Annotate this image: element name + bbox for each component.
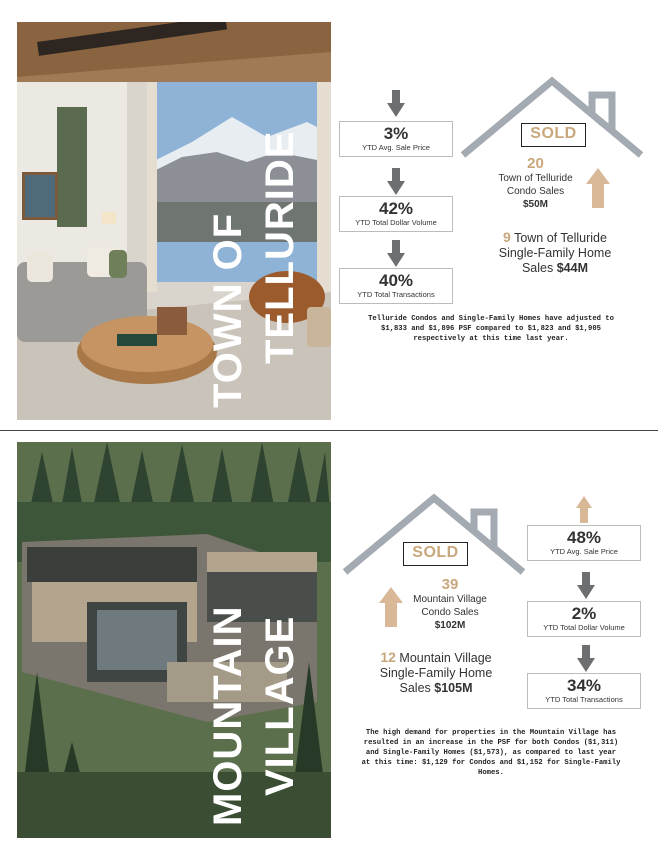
mountain-village-stat-avg-price bbox=[527, 525, 641, 561]
arrow-down-icon bbox=[387, 168, 405, 195]
stat-value: 2% bbox=[571, 604, 597, 623]
arrow-down-icon bbox=[577, 572, 595, 599]
sfh-amount: $105M bbox=[434, 681, 473, 695]
sfh-line1: Town of Telluride bbox=[514, 231, 607, 245]
arrow-up-icon bbox=[586, 168, 610, 208]
sfh-count: 12 bbox=[380, 649, 396, 665]
mountain-village-stat-dollar-volume bbox=[527, 601, 641, 637]
condo-count: 39 bbox=[441, 576, 459, 593]
sfh-amount: $44M bbox=[556, 261, 589, 275]
house-outline-icon bbox=[460, 75, 646, 160]
mountain-village-sfh-sales bbox=[352, 650, 520, 696]
stat-label: YTD Total Transactions bbox=[357, 290, 435, 299]
telluride-stat-avg-price bbox=[339, 121, 453, 157]
mountain-village-psf-paragraph: The high demand for properties in the Mountain Village has resulted in an increase in the PSF for both Condos ($1,311) and Single-Family Homes ($1,573), as compared to last year at this time: $1,129 for Condos and $1,152 for Single-Family Homes. bbox=[361, 729, 621, 777]
stat-label: YTD Total Dollar Volume bbox=[355, 218, 437, 227]
stat-value: 48% bbox=[566, 528, 602, 547]
condo-amount: $102M bbox=[434, 620, 466, 631]
telluride-psf-paragraph: Telluride Condos and Single-Family Homes have adjusted to $1,833 and $1,896 PSF compared to $1,823 and $1,905 respectively at this time last year. bbox=[368, 315, 614, 343]
sfh-line3: Sales bbox=[521, 261, 554, 275]
sfh-line1: Mountain Village bbox=[399, 651, 492, 665]
mountain-village-stat-transactions bbox=[527, 673, 641, 709]
telluride-title-line1: TOWN OF bbox=[206, 212, 250, 408]
sfh-count: 9 bbox=[503, 229, 511, 245]
stat-value: 40% bbox=[378, 271, 414, 290]
telluride-condo-sales bbox=[478, 155, 593, 211]
condo-line2: Condo Sales bbox=[421, 607, 479, 618]
mountain-village-condo-sales bbox=[390, 576, 510, 632]
mountain-village-title-line1: MOUNTAIN bbox=[206, 605, 250, 826]
telluride-stat-dollar-volume bbox=[339, 196, 453, 232]
stat-value: 42% bbox=[378, 199, 414, 218]
stat-label: YTD Avg. Sale Price bbox=[550, 547, 618, 556]
condo-amount: $50M bbox=[522, 199, 548, 210]
arrow-down-icon bbox=[387, 90, 405, 117]
arrow-up-icon bbox=[576, 496, 592, 523]
condo-line1: Town of Telluride bbox=[498, 173, 573, 184]
sfh-line2: Single-Family Home bbox=[379, 666, 493, 680]
sfh-line3: Sales bbox=[399, 681, 431, 695]
stat-value: 34% bbox=[566, 676, 602, 695]
stat-label: YTD Total Transactions bbox=[545, 695, 623, 704]
condo-line2: Condo Sales bbox=[506, 186, 565, 197]
telluride-sfh-sales bbox=[470, 230, 640, 276]
telluride-sold-badge: SOLD bbox=[521, 123, 586, 147]
mountain-village-sold-badge: SOLD bbox=[403, 542, 468, 566]
stat-label: YTD Total Dollar Volume bbox=[543, 623, 625, 632]
arrow-down-icon bbox=[387, 240, 405, 267]
stat-label: YTD Avg. Sale Price bbox=[362, 143, 430, 152]
condo-line1: Mountain Village bbox=[413, 594, 487, 605]
mountain-village-title-line2: VILLAGE bbox=[258, 615, 302, 796]
section-divider bbox=[0, 430, 658, 431]
telluride-title-line2: TELLURIDE bbox=[258, 130, 302, 364]
sfh-line2: Single-Family Home bbox=[498, 246, 612, 260]
telluride-stat-transactions bbox=[339, 268, 453, 304]
stat-value: 3% bbox=[383, 124, 409, 143]
condo-count: 20 bbox=[527, 155, 544, 172]
arrow-down-icon bbox=[577, 645, 595, 672]
